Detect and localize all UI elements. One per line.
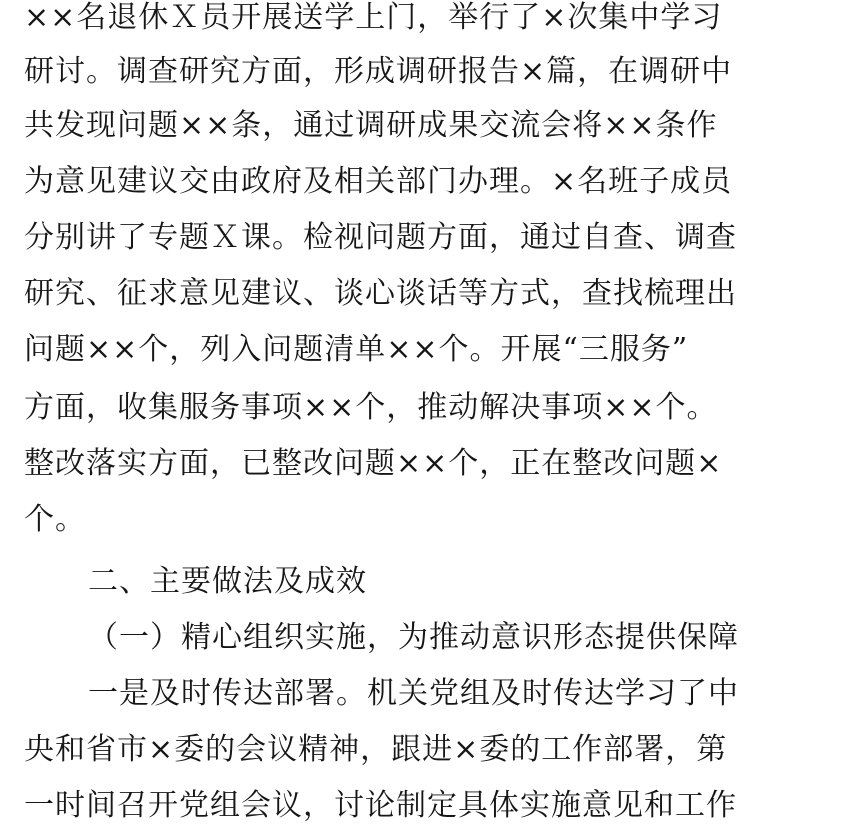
body-text-line: 为意见建议交由政府及相关部门办理。×名班子成员	[24, 164, 733, 199]
body-text-line: 一是及时传达部署。机关党组及时传达学习了中	[88, 676, 739, 711]
body-text-line: ××名退休Ｘ员开展送学上门，举行了×次集中学习	[24, 0, 723, 35]
section-heading: 二、主要做法及成效	[88, 564, 367, 599]
body-text-line: 一时间召开党组会议，讨论制定具体实施意见和工作	[24, 788, 737, 823]
body-text-line: 研究、征求意见建议、谈心谈话等方式，查找梳理出	[24, 276, 737, 311]
subsection-heading: （一）精心组织实施，为推动意识形态提供保障	[88, 620, 739, 655]
body-text-line: 个。	[24, 502, 86, 537]
body-text-line: 方面，收集服务事项××个，推动解决事项××个。	[24, 390, 718, 425]
body-text-line: 问题××个，列入问题清单××个。开展“三服务”	[24, 332, 689, 367]
body-text-line: 分别讲了专题Ｘ课。检视问题方面，通过自查、调查	[24, 220, 737, 255]
body-text-line: 整改落实方面，已整改问题××个，正在整改问题×	[24, 446, 723, 481]
body-text-line: 研讨。调查研究方面，形成调研报告×篇，在调研中	[24, 54, 733, 89]
body-text-line: 央和省市×委的会议精神，跟进×委的工作部署，第	[24, 732, 728, 767]
body-text-line: 共发现问题××条，通过调研成果交流会将××条作	[24, 108, 718, 143]
